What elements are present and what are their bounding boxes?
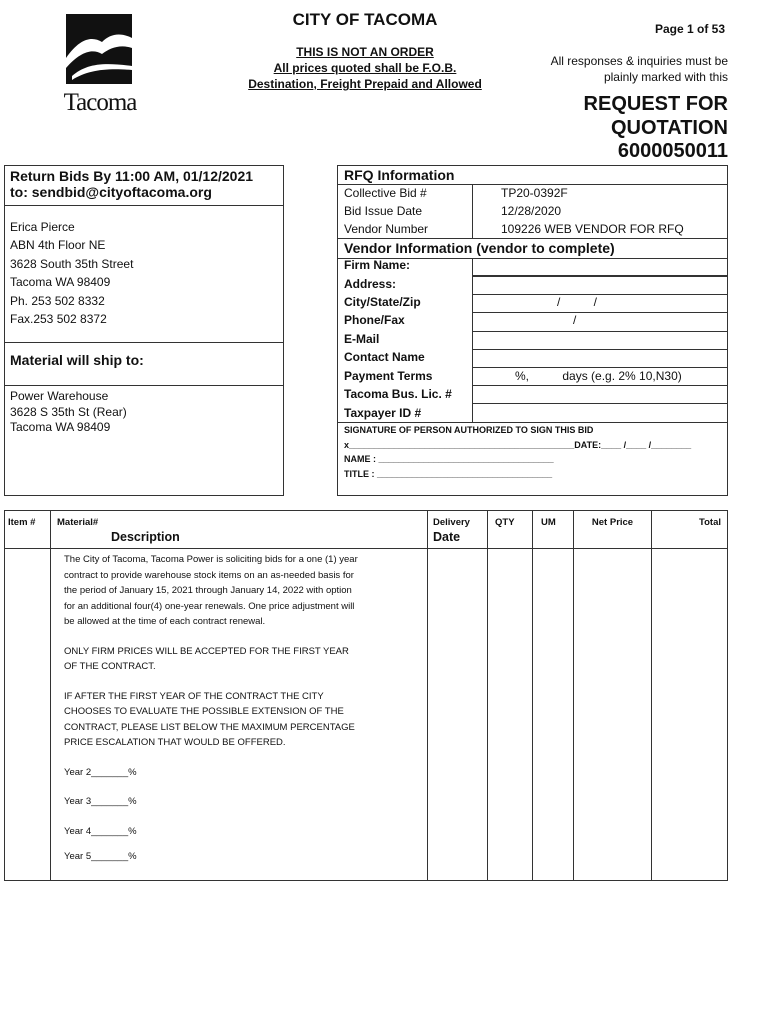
vendor-label-contact-name: Contact Name <box>344 350 425 364</box>
notice-block <box>230 44 500 92</box>
signature-line[interactable]: x_____________________________________________DATE:____ /____ /________ <box>344 440 692 450</box>
col-header-delivery: Delivery <box>433 517 470 528</box>
vendor-label-email: E-Mail <box>344 332 380 346</box>
description-paragraph-firm-prices <box>64 644 424 675</box>
description-line: CHOOSES TO EVALUATE THE POSSIBLE EXTENSION OF THE <box>64 706 344 717</box>
year-line: Year 5_______% <box>64 851 137 862</box>
description-line: The City of Tacoma, Tacoma Power is soliciting bids for a one (1) year <box>64 554 358 565</box>
col-header-material: Material# <box>57 517 99 528</box>
rfq-number: 6000050011 <box>617 140 728 162</box>
vendor-field-taxpayer-id[interactable] <box>472 404 728 422</box>
item-description <box>64 552 424 879</box>
notice-line: THIS IS NOT AN ORDER <box>296 45 434 59</box>
phone-fax-separator: / <box>573 313 577 327</box>
vendor-field-city-state-zip[interactable] <box>472 295 728 313</box>
description-line: CONTRACT, PLEASE LIST BELOW THE MAXIMUM PERCENTAGE <box>64 721 355 733</box>
rfq-label-vendor-number: Vendor Number <box>344 222 429 236</box>
description-line: OF THE CONTRACT. <box>64 661 156 672</box>
payment-terms-hint: %, days (e.g. 2% 10,N30) <box>515 369 682 383</box>
vendor-field-firm-name[interactable] <box>472 258 728 276</box>
signature-heading: SIGNATURE OF PERSON AUTHORIZED TO SIGN THIS BID <box>344 425 594 435</box>
vendor-label-bus-lic: Tacoma Bus. Lic. # <box>344 387 452 401</box>
rfq-value-vendor-number: 109226 WEB VENDOR FOR RFQ <box>501 222 684 236</box>
return-bids-deadline: Return Bids By 11:00 AM, 01/12/2021 <box>10 168 254 184</box>
name-line[interactable]: NAME : ___________________________________ <box>344 454 554 464</box>
ship-to-heading: Material will ship to: <box>10 352 144 368</box>
rfq-value-issue-date: 12/28/2020 <box>501 204 562 218</box>
vendor-label-city-state-zip: City/State/Zip <box>344 295 421 309</box>
return-bids-heading <box>10 168 253 200</box>
ship-line: Tacoma WA 98409 <box>10 420 111 434</box>
contact-line: ABN 4th Floor NE <box>10 238 106 253</box>
description-line: ONLY FIRM PRICES WILL BE ACCEPTED FOR THE FIRST YEAR <box>64 645 349 657</box>
description-line: IF AFTER THE FIRST YEAR OF THE CONTRACT THE CITY <box>64 690 324 702</box>
rfq-info-heading: RFQ Information <box>344 167 455 183</box>
year-4-escalation[interactable] <box>64 824 424 840</box>
response-note-line: plainly marked with this <box>603 70 728 84</box>
contact-line: 3628 South 35th Street <box>10 256 134 271</box>
rfq-label-collective-bid: Collective Bid # <box>344 186 427 200</box>
vendor-field-address[interactable] <box>472 276 728 295</box>
contact-line: Erica Pierce <box>10 220 75 234</box>
page-number: Page 1 of 53 <box>654 22 725 36</box>
year-line: Year 2_______% <box>64 766 137 778</box>
contact-line: Ph. 253 502 8332 <box>10 293 105 308</box>
contact-line: Tacoma WA 98409 <box>10 275 111 290</box>
description-paragraph-intro <box>64 552 424 630</box>
col-header-um: UM <box>541 517 556 528</box>
ship-to-address <box>10 389 127 436</box>
rfq-label-issue-date: Bid Issue Date <box>344 204 423 218</box>
description-line: PRICE ESCALATION THAT WOULD BE OFFERED. <box>64 737 286 748</box>
title-line[interactable]: TITLE : ___________________________________ <box>344 469 553 479</box>
vendor-label-taxpayer-id: Taxpayer ID # <box>344 406 422 420</box>
vendor-field-payment-terms[interactable] <box>472 368 728 386</box>
logo-wordmark: Tacoma <box>63 89 137 116</box>
ship-line: Power Warehouse <box>10 389 109 403</box>
rfq-value-collective-bid: TP20-0392F <box>501 186 568 200</box>
description-line: contract to provide warehouse stock items on an as-needed basis for <box>64 569 354 581</box>
mountain-logo-icon <box>62 8 138 88</box>
buyer-contact <box>10 218 133 328</box>
col-header-total: Total <box>699 517 721 528</box>
vendor-field-bus-lic[interactable] <box>472 386 728 404</box>
description-line: the period of January 15, 2021 through January 14, 2022 with option <box>64 585 352 596</box>
vendor-field-phone-fax[interactable] <box>472 313 728 331</box>
rfq-title-line: REQUEST FOR <box>583 93 728 115</box>
col-header-date: Date <box>433 530 461 544</box>
col-header-description: Description <box>111 530 180 544</box>
description-line: for an additional four(4) one-year renewals. One price adjustment will <box>64 600 355 612</box>
notice-line: Destination, Freight Prepaid and Allowed <box>248 77 482 91</box>
year-2-escalation[interactable] <box>64 765 424 781</box>
year-line: Year 3_______% <box>64 796 137 807</box>
city-title: CITY OF TACOMA <box>292 10 438 29</box>
ship-line: 3628 S 35th St (Rear) <box>10 404 127 419</box>
vendor-label-phone-fax: Phone/Fax <box>344 313 405 327</box>
return-bids-email: to: sendbid@cityoftacoma.org <box>10 184 212 200</box>
response-note <box>520 53 728 85</box>
return-bids-box <box>4 165 284 496</box>
col-header-net-price: Net Price <box>591 517 634 528</box>
response-note-line: All responses & inquiries must be <box>550 54 728 68</box>
col-header-qty: QTY <box>495 517 515 528</box>
contact-line: Fax.253 502 8372 <box>10 312 107 327</box>
notice-line: All prices quoted shall be F.O.B. <box>273 61 457 75</box>
vendor-label-firm-name: Firm Name: <box>344 258 411 272</box>
vendor-info-heading: Vendor Information (vendor to complete) <box>344 240 615 256</box>
year-line: Year 4_______% <box>64 825 137 837</box>
description-paragraph-escalation <box>64 689 424 751</box>
rfq-title-line: QUOTATION <box>610 116 728 139</box>
city-logo <box>62 8 138 116</box>
city-state-zip-separators: / / <box>557 295 598 309</box>
vendor-label-address: Address: <box>344 277 397 291</box>
col-header-item: Item # <box>8 517 36 528</box>
vendor-field-email[interactable] <box>472 331 728 350</box>
rfq-title <box>520 93 728 164</box>
vendor-label-payment-terms: Payment Terms <box>344 369 433 383</box>
year-5-escalation[interactable] <box>64 849 424 865</box>
description-line: be allowed at the time of each contract renewal. <box>64 616 266 627</box>
vendor-field-contact-name[interactable] <box>472 350 728 368</box>
year-3-escalation[interactable] <box>64 794 424 810</box>
